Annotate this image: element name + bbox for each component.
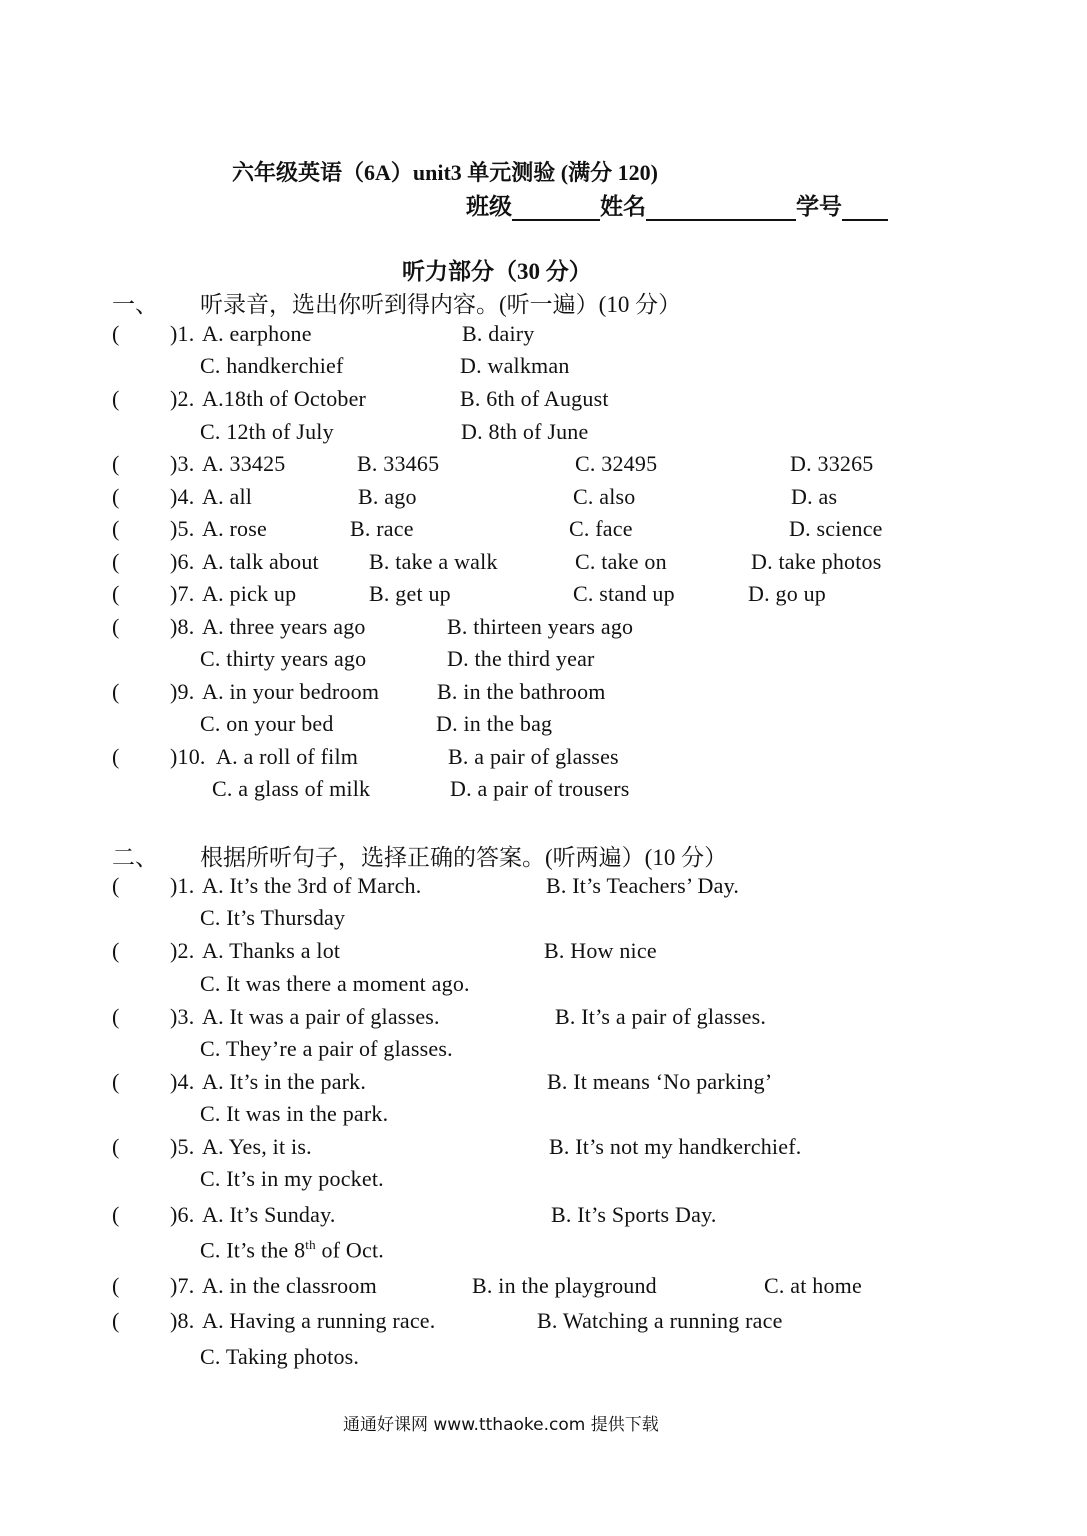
option-a: A. talk about	[202, 549, 319, 574]
option-c	[200, 1237, 384, 1263]
option-b: B. How nice	[544, 938, 657, 963]
option-a: A.18th of October	[202, 386, 367, 411]
option-a: A. Yes, it is.	[202, 1134, 312, 1159]
ordinal-suffix: th	[305, 1237, 316, 1252]
option-b: B. in the bathroom	[437, 679, 606, 704]
question-number: )5.	[170, 1134, 195, 1159]
option-d: D. the third year	[447, 646, 595, 671]
option-a: A. Thanks a lot	[202, 938, 341, 963]
option-a: A. It’s in the park.	[202, 1069, 367, 1094]
option-b: B. ago	[358, 484, 417, 509]
option-b: B. a pair of glasses	[448, 744, 619, 769]
question-number: )2.	[170, 386, 195, 411]
question-number: )10.	[170, 744, 206, 769]
answer-paren[interactable]: (	[112, 873, 120, 898]
id-label: 学号	[796, 194, 842, 219]
option-c-text-end: of Oct.	[315, 1237, 384, 1263]
option-d: D. go up	[748, 581, 826, 606]
option-b: B. It means ‘No parking’	[547, 1069, 773, 1094]
option-c: C. Taking photos.	[200, 1344, 360, 1369]
option-d: D. as	[791, 484, 838, 509]
question-number: )1.	[170, 873, 195, 898]
option-a: A. in your bedroom	[202, 679, 380, 704]
option-a: A. three years ago	[202, 614, 366, 639]
option-b: B. It’s a pair of glasses.	[555, 1004, 767, 1029]
answer-paren[interactable]: (	[112, 1069, 120, 1094]
id-blank[interactable]	[842, 199, 888, 221]
option-d: D. take photos	[751, 549, 882, 574]
question-number: )4.	[170, 484, 195, 509]
option-a: A. Having a running race.	[202, 1308, 436, 1333]
answer-paren[interactable]: (	[112, 1004, 120, 1029]
part2-instruction: 根据所听句子，选择正确的答案。(听两遍）(10 分）	[200, 845, 728, 870]
question-number: )8.	[170, 1308, 195, 1333]
answer-paren[interactable]: (	[112, 549, 120, 574]
page-title: 六年级英语（6A）unit3 单元测验 (满分 120)	[232, 160, 658, 185]
answer-paren[interactable]: (	[112, 581, 120, 606]
option-a: A. It’s Sunday.	[202, 1202, 336, 1227]
option-c: C. It’s Thursday	[200, 905, 346, 930]
option-b: B. get up	[369, 581, 451, 606]
option-d: D. 33265	[790, 451, 874, 476]
question-number: )7.	[170, 1273, 195, 1298]
option-c: C. stand up	[573, 581, 675, 606]
option-a: A. pick up	[202, 581, 297, 606]
option-b: B. It’s not my handkerchief.	[549, 1134, 802, 1159]
option-b: B. It’s Teachers’ Day.	[546, 873, 740, 898]
answer-paren[interactable]: (	[112, 614, 120, 639]
option-c: C. face	[569, 516, 633, 541]
option-a: A. It was a pair of glasses.	[202, 1004, 440, 1029]
option-b: B. in the playground	[472, 1273, 657, 1298]
option-c-text: C. It’s the 8	[200, 1237, 306, 1263]
question-number: )8.	[170, 614, 195, 639]
question-number: )1.	[170, 321, 195, 346]
name-label: 姓名	[600, 194, 646, 219]
option-d: D. science	[789, 516, 883, 541]
answer-paren[interactable]: (	[112, 1308, 120, 1333]
question-number: )6.	[170, 549, 195, 574]
question-number: )2.	[170, 938, 195, 963]
answer-paren[interactable]: (	[112, 1202, 120, 1227]
question-number: )6.	[170, 1202, 195, 1227]
option-d: D. 8th of June	[461, 419, 589, 444]
option-a: A. in the classroom	[202, 1273, 377, 1298]
option-c: C. 12th of July	[200, 419, 334, 444]
option-c: C. It was there a moment ago.	[200, 971, 470, 996]
option-a: A. a roll of film	[216, 744, 359, 769]
option-b: B. race	[350, 516, 414, 541]
option-c: C. thirty years ago	[200, 646, 367, 671]
option-b: B. thirteen years ago	[447, 614, 634, 639]
listening-section-title: 听力部分（30 分）	[402, 259, 592, 284]
option-b: B. 33465	[357, 451, 440, 476]
option-c: C. It’s in my pocket.	[200, 1166, 384, 1191]
option-c: C. also	[573, 484, 636, 509]
class-blank[interactable]	[512, 199, 600, 221]
option-b: B. Watching a running race	[537, 1308, 783, 1333]
part2-number: 二、	[112, 845, 158, 870]
page-footer: 通通好课网 www.tthaoke.com 提供下载	[343, 1415, 659, 1435]
option-b: B. dairy	[462, 321, 535, 346]
option-d: D. a pair of trousers	[450, 776, 630, 801]
answer-paren[interactable]: (	[112, 516, 120, 541]
option-a: A. It’s the 3rd of March.	[202, 873, 422, 898]
option-a: A. all	[202, 484, 253, 509]
option-c: C. take on	[575, 549, 667, 574]
answer-paren[interactable]: (	[112, 679, 120, 704]
option-c: C. on your bed	[200, 711, 334, 736]
answer-paren[interactable]: (	[112, 451, 120, 476]
student-info-line	[466, 188, 888, 221]
option-b: B. 6th of August	[460, 386, 609, 411]
part1-instruction: 听录音，选出你听到得内容。(听一遍）(10 分）	[200, 292, 682, 317]
answer-paren[interactable]: (	[112, 1273, 120, 1298]
option-a: A. rose	[202, 516, 267, 541]
question-number: )7.	[170, 581, 195, 606]
question-number: )3.	[170, 1004, 195, 1029]
option-c: C. They’re a pair of glasses.	[200, 1036, 453, 1061]
option-b: B. take a walk	[369, 549, 498, 574]
answer-paren[interactable]: (	[112, 484, 120, 509]
answer-paren[interactable]: (	[112, 744, 120, 769]
question-number: )3.	[170, 451, 195, 476]
option-a: A. earphone	[202, 321, 312, 346]
option-c: C. a glass of milk	[212, 776, 371, 801]
question-number: )5.	[170, 516, 195, 541]
question-number: )9.	[170, 679, 195, 704]
option-d: D. in the bag	[436, 711, 553, 736]
option-c: C. 32495	[575, 451, 658, 476]
name-blank[interactable]	[646, 199, 796, 221]
class-label: 班级	[466, 194, 512, 219]
option-d: D. walkman	[460, 353, 570, 378]
option-c: C. handkerchief	[200, 353, 344, 378]
option-b: B. It’s Sports Day.	[551, 1202, 717, 1227]
question-number: )4.	[170, 1069, 195, 1094]
answer-paren[interactable]: (	[112, 321, 120, 346]
option-c: C. It was in the park.	[200, 1101, 389, 1126]
part1-number: 一、	[112, 292, 158, 317]
answer-paren[interactable]: (	[112, 1134, 120, 1159]
option-c: C. at home	[764, 1273, 862, 1298]
option-a: A. 33425	[202, 451, 286, 476]
answer-paren[interactable]: (	[112, 386, 120, 411]
answer-paren[interactable]: (	[112, 938, 120, 963]
